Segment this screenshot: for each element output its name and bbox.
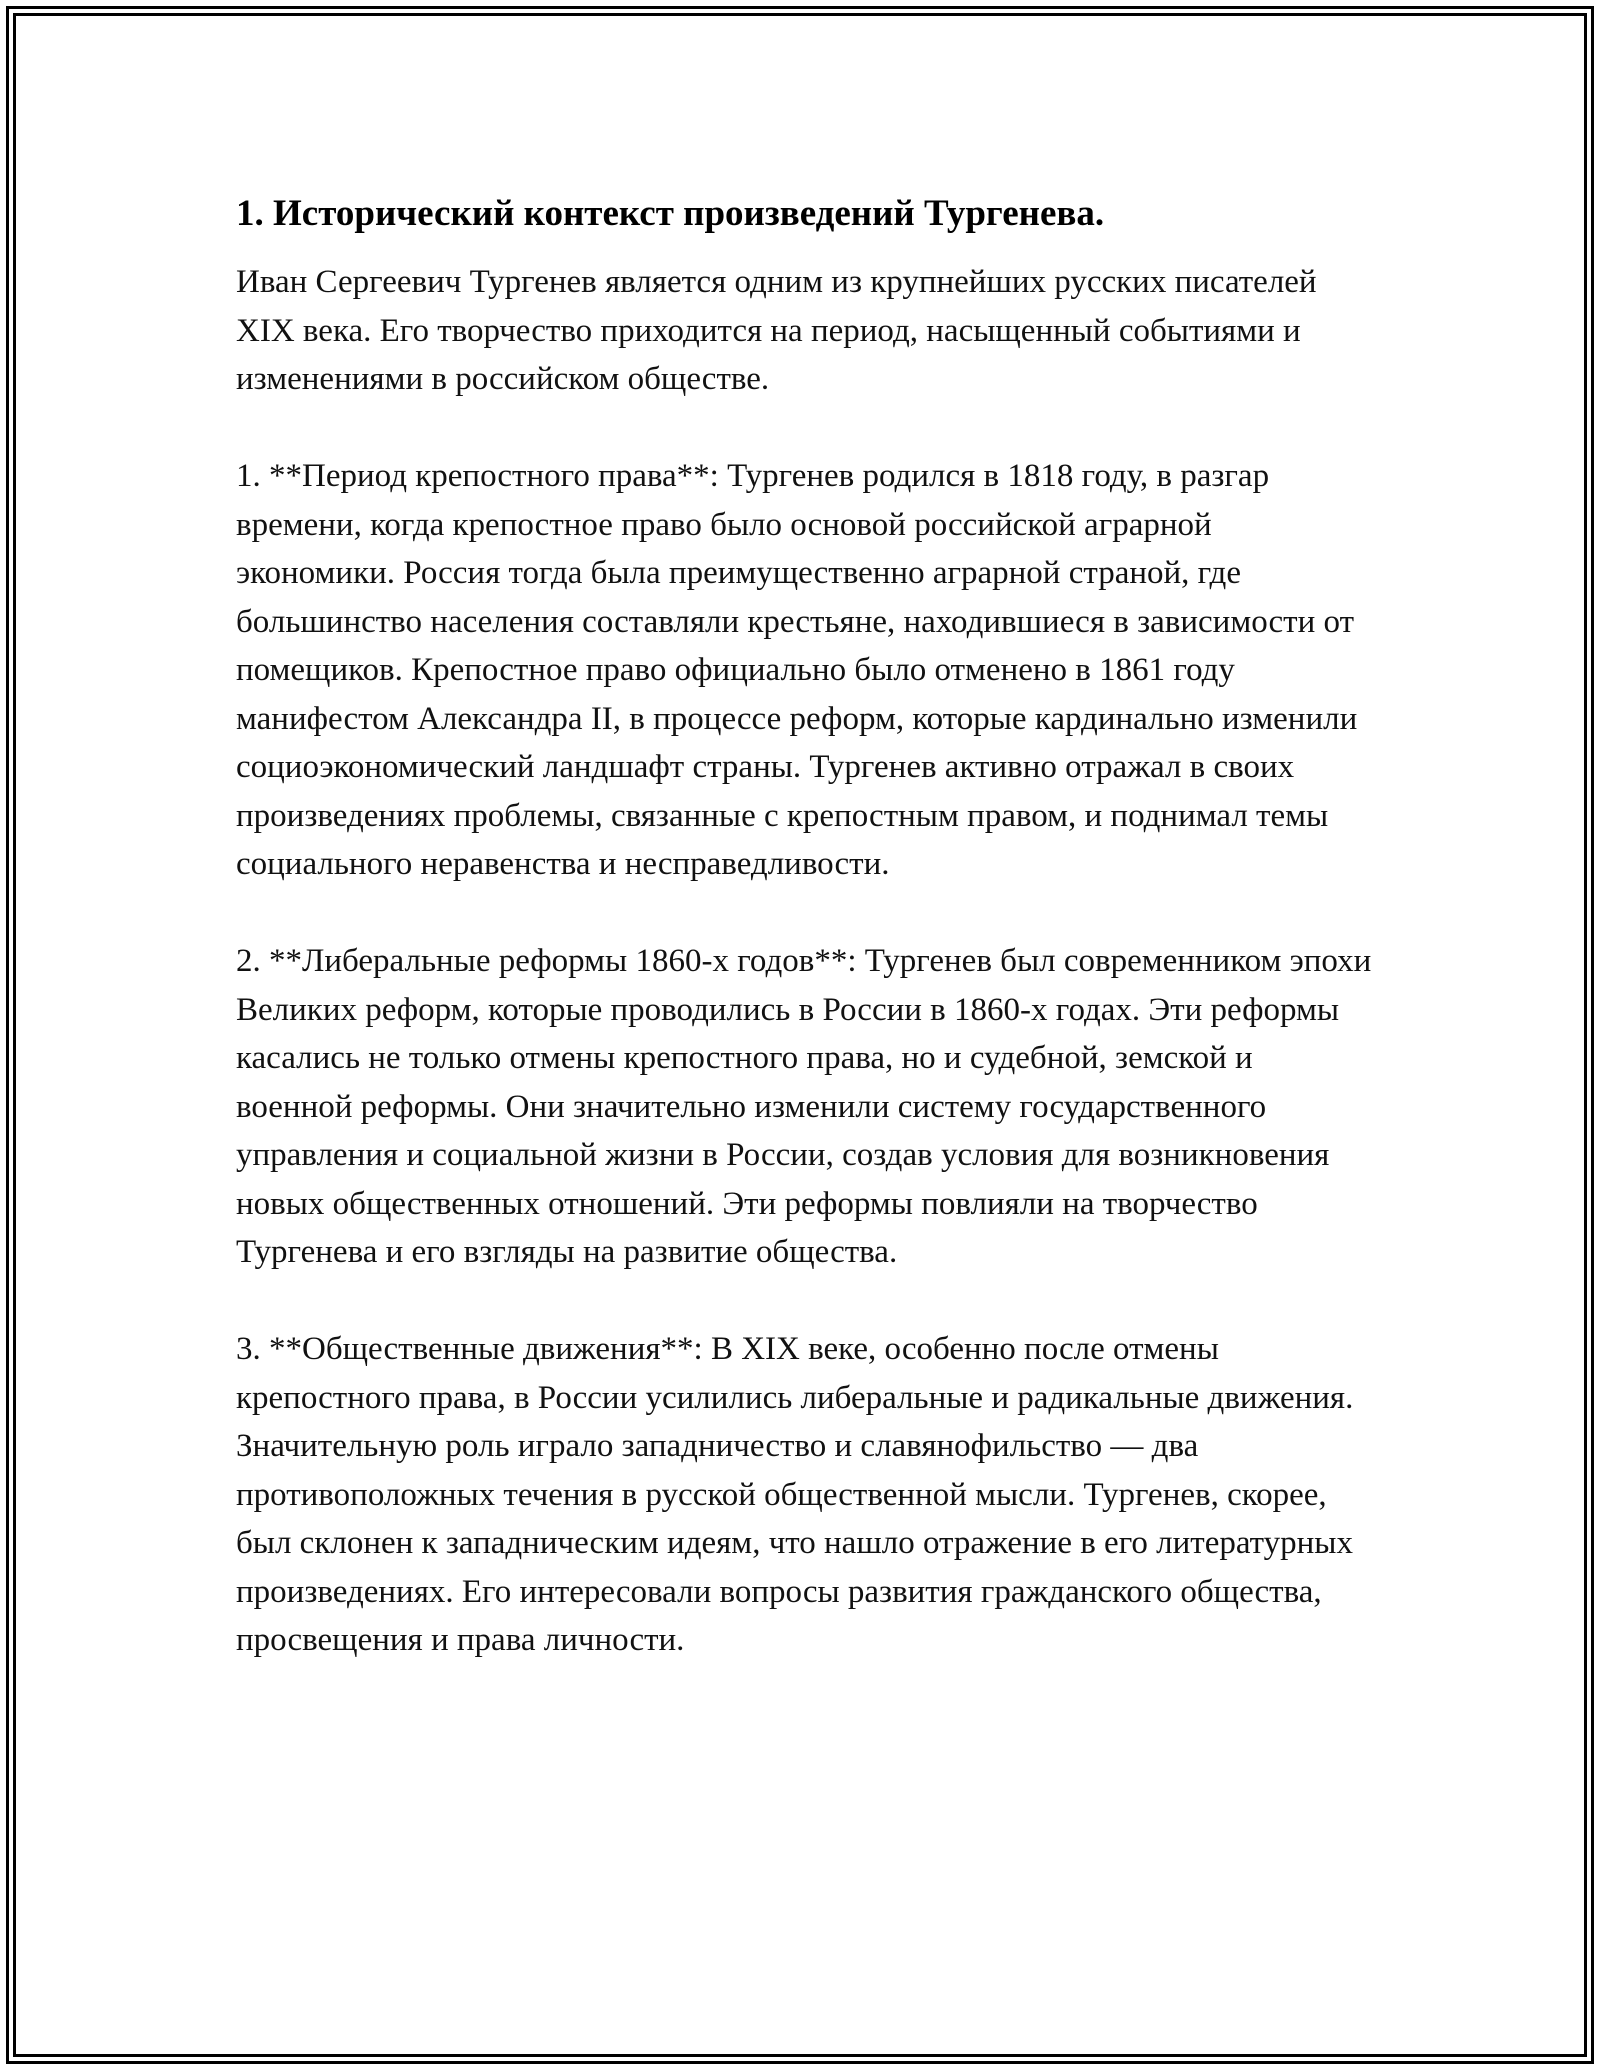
document-body [236, 190, 1376, 1665]
intro-paragraph: Иван Сергеевич Тургенев является одним из крупнейших русских писателей XIX века. Его творчество приходится на период, насыщенный событиями и изменениями в российском обществе. [236, 264, 1317, 397]
paragraph-social-movements: 3. **Общественные движения**: В XIX веке, особенно после отмены крепостного права, в России усилились либеральные и радикальные движения. Значительную роль играло западничество и славянофильство — два противоположных течения в русской общественной мысли. Тургенев, скорее, был склонен к западническим идеям, что нашло отражение в его литературных произведениях. Его интересовали вопросы развития гражданского общества, просвещения и права личности. [236, 1331, 1354, 1658]
paragraph-liberal-reforms: 2. **Либеральные реформы 1860-х годов**: Тургенев был современником эпохи Великих реформ, которые проводились в России в 1860-х годах. Эти реформы касались не только отмены крепостного права, но и судебной, земской и военной реформы. Они значительно изменили систему государственного управления и социальной жизни в России, создав условия для возникновения новых общественных отношений. Эти реформы повлияли на творчество Тургенева и его взгляды на развитие общества. [236, 943, 1372, 1270]
paragraph-serfdom: 1. **Период крепостного права**: Тургенев родился в 1818 году, в разгар времени, когда крепостное право было основой российской аграрной экономики. Россия тогда была преимущественно аграрной страной, где большинство населения составляли крестьяне, находившиеся в зависимости от помещиков. Крепостное право официально было отменено в 1861 году манифестом Александра II, в процессе реформ, которые кардинально изменили социоэкономический ландшафт страны. Тургенев активно отражал в своих произведениях проблемы, связанные с крепостным правом, и поднимал темы социального неравенства и несправедливости. [236, 458, 1358, 882]
section-heading: 1. Исторический контекст произведений Тургенева. [236, 193, 1105, 234]
